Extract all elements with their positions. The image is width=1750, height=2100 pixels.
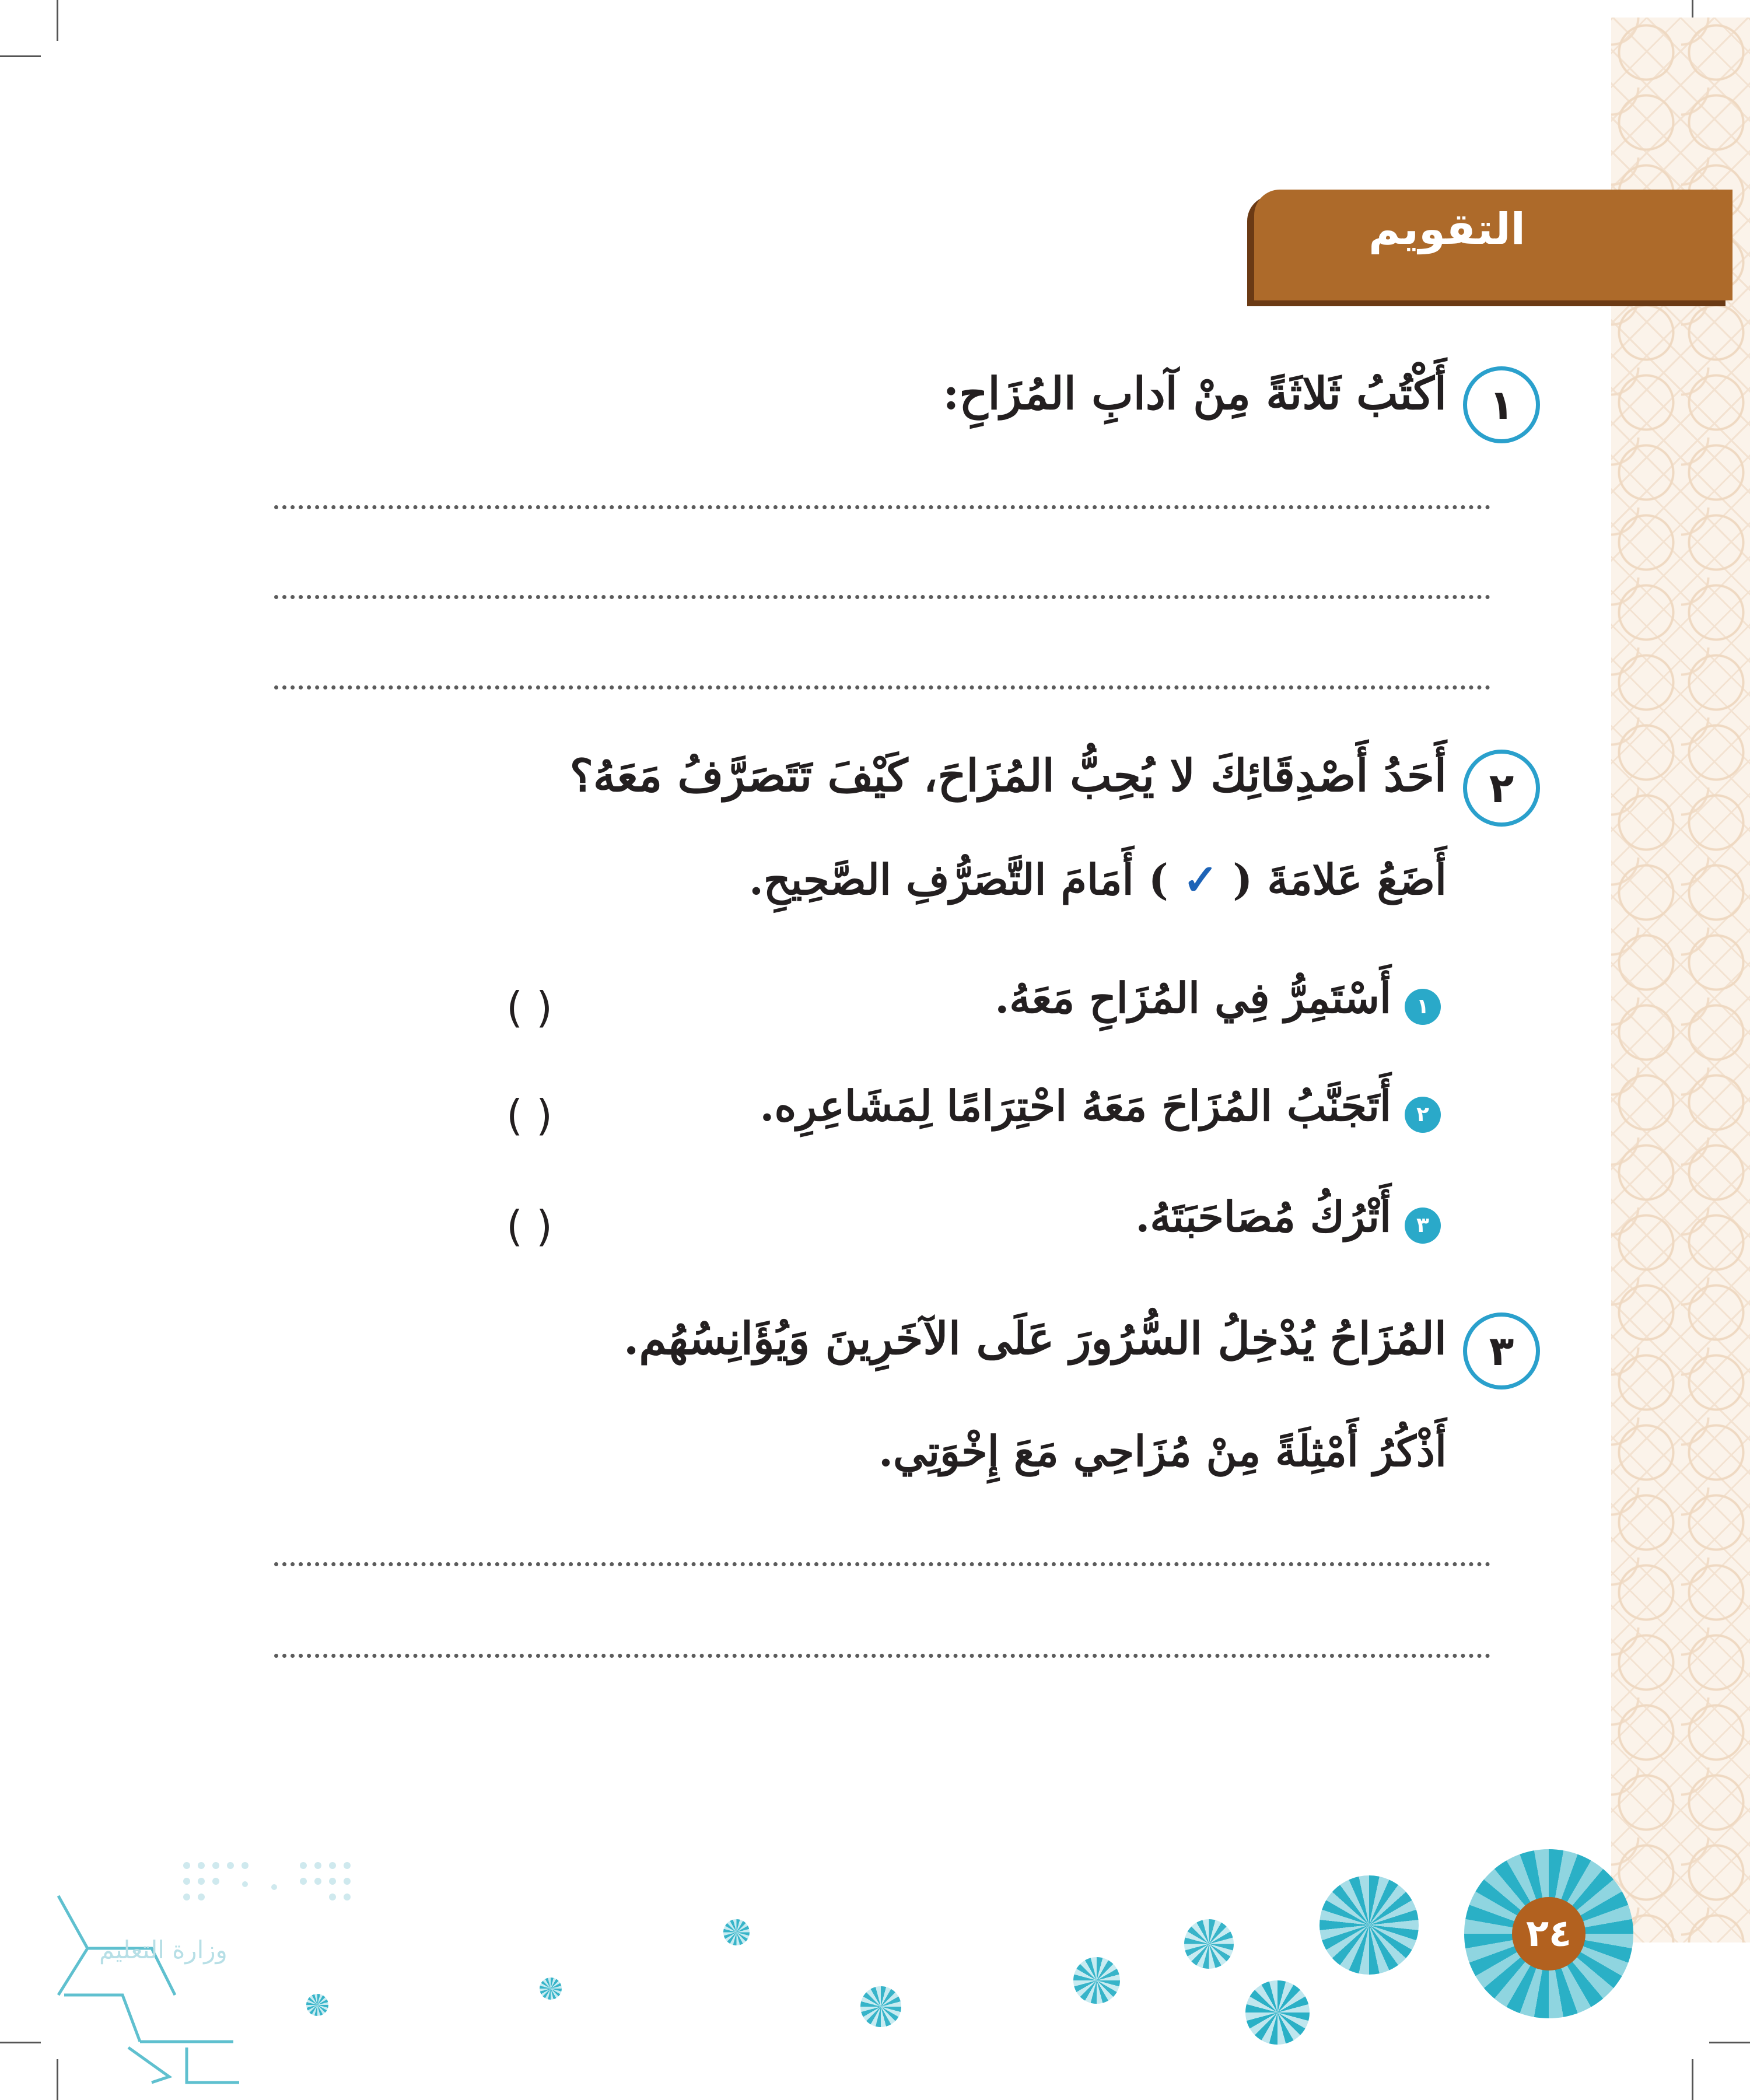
option-number-2: ٢ (1405, 1097, 1441, 1133)
crop-mark (0, 2042, 41, 2043)
crop-mark (1709, 2042, 1750, 2043)
decorative-flower-icon (1073, 1957, 1120, 2004)
ministry-logo-text: وزارة التعليم (99, 1936, 228, 1964)
decorative-flower-icon (1184, 1919, 1234, 1969)
question-2-instruction (749, 855, 1447, 904)
option-2-text: أَتَجَنَّبُ المُزَاحَ مَعَهُ احْتِرَامًا لِمَشَاعِرِه. (760, 1081, 1391, 1130)
check-mark-icon: ✓ (1182, 855, 1219, 904)
question-number-2: ٢ (1463, 750, 1540, 827)
answer-box-2[interactable]: ( ) (506, 1091, 553, 1140)
answer-line[interactable] (274, 685, 1490, 690)
crop-mark (0, 55, 41, 57)
answer-box-1[interactable]: ( ) (506, 983, 553, 1032)
option-3-text: أَتْرُكُ مُصَاحَبَتَهُ. (1135, 1192, 1391, 1241)
question-3-subtext: أَذْكُرُ أَمْثِلَةً مِنْ مُزَاحِي مَعَ إِخْوَتِي. (878, 1426, 1447, 1476)
question-number-1: ١ (1463, 366, 1540, 443)
answer-line[interactable] (274, 505, 1490, 509)
question-number-3: ٣ (1463, 1312, 1540, 1390)
option-1-text: أَسْتَمِرُّ فِي المُزَاحِ مَعَهُ. (995, 973, 1391, 1023)
answer-line[interactable] (274, 595, 1490, 599)
decorative-flower-icon (723, 1919, 750, 1945)
section-title: التقويم (1368, 204, 1525, 254)
crop-mark (1692, 2059, 1693, 2100)
instruction-before: أَضَعُ عَلامَةَ ( (1233, 855, 1447, 904)
answer-line[interactable] (274, 1562, 1490, 1566)
instruction-after: ) أَمَامَ التَّصَرُّفِ الصَّحِيحِ. (748, 855, 1168, 904)
question-3-text: المُزَاحُ يُدْخِلُ السُّرُورَ عَلَى الآخَرِينَ وَيُؤَانِسُهُم. (623, 1312, 1447, 1364)
crop-mark (57, 0, 58, 41)
question-1-text: أَكْتُبُ ثَلاثَةً مِنْ آدابِ المُزَاحِ: (943, 368, 1447, 419)
decorative-side-pattern (1611, 18, 1750, 1943)
decorative-flower-icon (860, 1986, 901, 2027)
answer-line[interactable] (274, 1654, 1490, 1658)
decorative-flower-icon (1245, 1980, 1310, 2045)
decorative-flower-icon (1320, 1875, 1419, 1975)
ministry-logo-icon (52, 1855, 356, 2088)
question-2-text: أَحَدُ أَصْدِقَائِكَ لا يُحِبُّ المُزَاحَ، كَيْفَ تَتَصَرَّفُ مَعَهُ؟ (569, 750, 1447, 802)
page-number: ٢٤ (1512, 1897, 1586, 1971)
answer-box-3[interactable]: ( ) (506, 1202, 553, 1251)
decorative-flower-icon (540, 1978, 562, 2000)
option-number-1: ١ (1405, 989, 1441, 1025)
option-number-3: ٣ (1405, 1208, 1441, 1244)
